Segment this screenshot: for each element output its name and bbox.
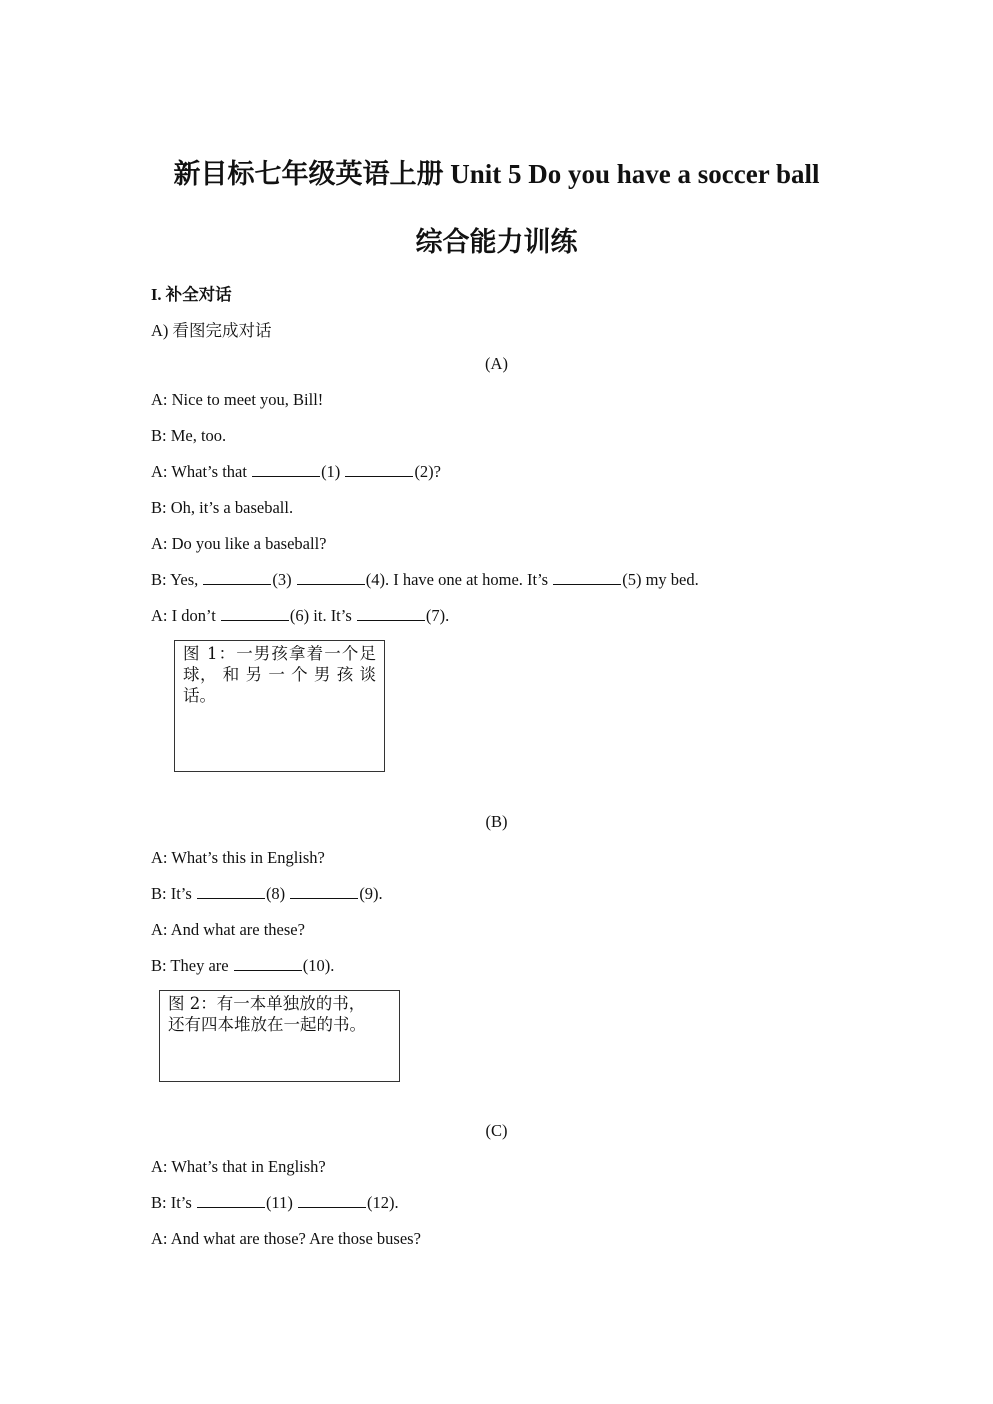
- part-a-label: (A): [485, 354, 508, 373]
- answer-blank[interactable]: [290, 884, 358, 899]
- dialogue-line: B: Oh, it’s a baseball.: [151, 498, 294, 517]
- blank-number: (1): [321, 462, 345, 481]
- subsection-heading: A) 看图完成对话: [151, 321, 272, 340]
- blank-number: (6) it. It’s: [289, 606, 356, 625]
- blank-number: (10).: [302, 956, 335, 975]
- blank-number: (11): [265, 1193, 297, 1212]
- answer-blank[interactable]: [298, 1193, 366, 1208]
- blank-number: (3): [272, 570, 296, 589]
- answer-blank[interactable]: [553, 570, 621, 585]
- dialogue-line: [151, 606, 449, 626]
- figure-caption-line: 球， 和 另 一 个 男 孩 谈: [183, 665, 376, 684]
- dialogue-text: B: They are: [151, 956, 233, 975]
- answer-blank[interactable]: [197, 1193, 265, 1208]
- dialogue-line: A: Nice to meet you, Bill!: [151, 390, 324, 409]
- figure-caption-line: 还有四本堆放在一起的书。: [168, 1015, 366, 1034]
- dialogue-line: A: What’s that in English?: [151, 1157, 326, 1176]
- dialogue-line: [151, 956, 334, 976]
- answer-blank[interactable]: [345, 462, 413, 477]
- dialogue-line: [151, 884, 383, 904]
- figure-caption-line: 图 1：一男孩拿着一个足: [183, 644, 376, 663]
- document-subtitle: 综合能力训练: [415, 227, 578, 257]
- dialogue-line: [151, 570, 699, 590]
- dialogue-line: A: And what are those? Are those buses?: [151, 1229, 421, 1248]
- blank-number: (5) my bed.: [622, 570, 699, 589]
- dialogue-text: A: I don’t: [151, 606, 220, 625]
- dialogue-text: B: It’s: [151, 1193, 196, 1212]
- dialogue-line: A: What’s this in English?: [151, 848, 325, 867]
- dialogue-line: A: And what are these?: [151, 920, 305, 939]
- answer-blank[interactable]: [357, 606, 425, 621]
- document-title: 新目标七年级英语上册 Unit 5 Do you have a soccer ball: [173, 159, 820, 189]
- blank-number: (12).: [366, 1193, 399, 1212]
- dialogue-line: B: Me, too.: [151, 426, 227, 445]
- dialogue-text: B: It’s: [151, 884, 196, 903]
- dialogue-text: B: Yes,: [151, 570, 203, 589]
- section-heading: I. 补全对话: [151, 285, 232, 304]
- dialogue-line: [151, 1193, 399, 1213]
- figure-2-placeholder: [159, 990, 400, 1082]
- part-c-label: (C): [485, 1121, 508, 1140]
- answer-blank[interactable]: [197, 884, 265, 899]
- answer-blank[interactable]: [234, 956, 302, 971]
- figure-caption-line: 话。: [183, 686, 216, 705]
- blank-number: (7).: [425, 606, 450, 625]
- part-b-label: (B): [485, 812, 508, 831]
- dialogue-line: A: Do you like a baseball?: [151, 534, 327, 553]
- blank-number: (4). I have one at home. It’s: [365, 570, 553, 589]
- blank-number: (2)?: [414, 462, 442, 481]
- answer-blank[interactable]: [297, 570, 365, 585]
- answer-blank[interactable]: [252, 462, 320, 477]
- answer-blank[interactable]: [203, 570, 271, 585]
- figure-1-placeholder: [174, 640, 385, 772]
- answer-blank[interactable]: [221, 606, 289, 621]
- figure-caption-line: 图 2：有一本单独放的书，: [168, 994, 366, 1013]
- dialogue-line: [151, 462, 441, 482]
- blank-number: (8): [265, 884, 290, 903]
- dialogue-text: A: What’s that: [151, 462, 252, 481]
- blank-number: (9).: [359, 884, 383, 903]
